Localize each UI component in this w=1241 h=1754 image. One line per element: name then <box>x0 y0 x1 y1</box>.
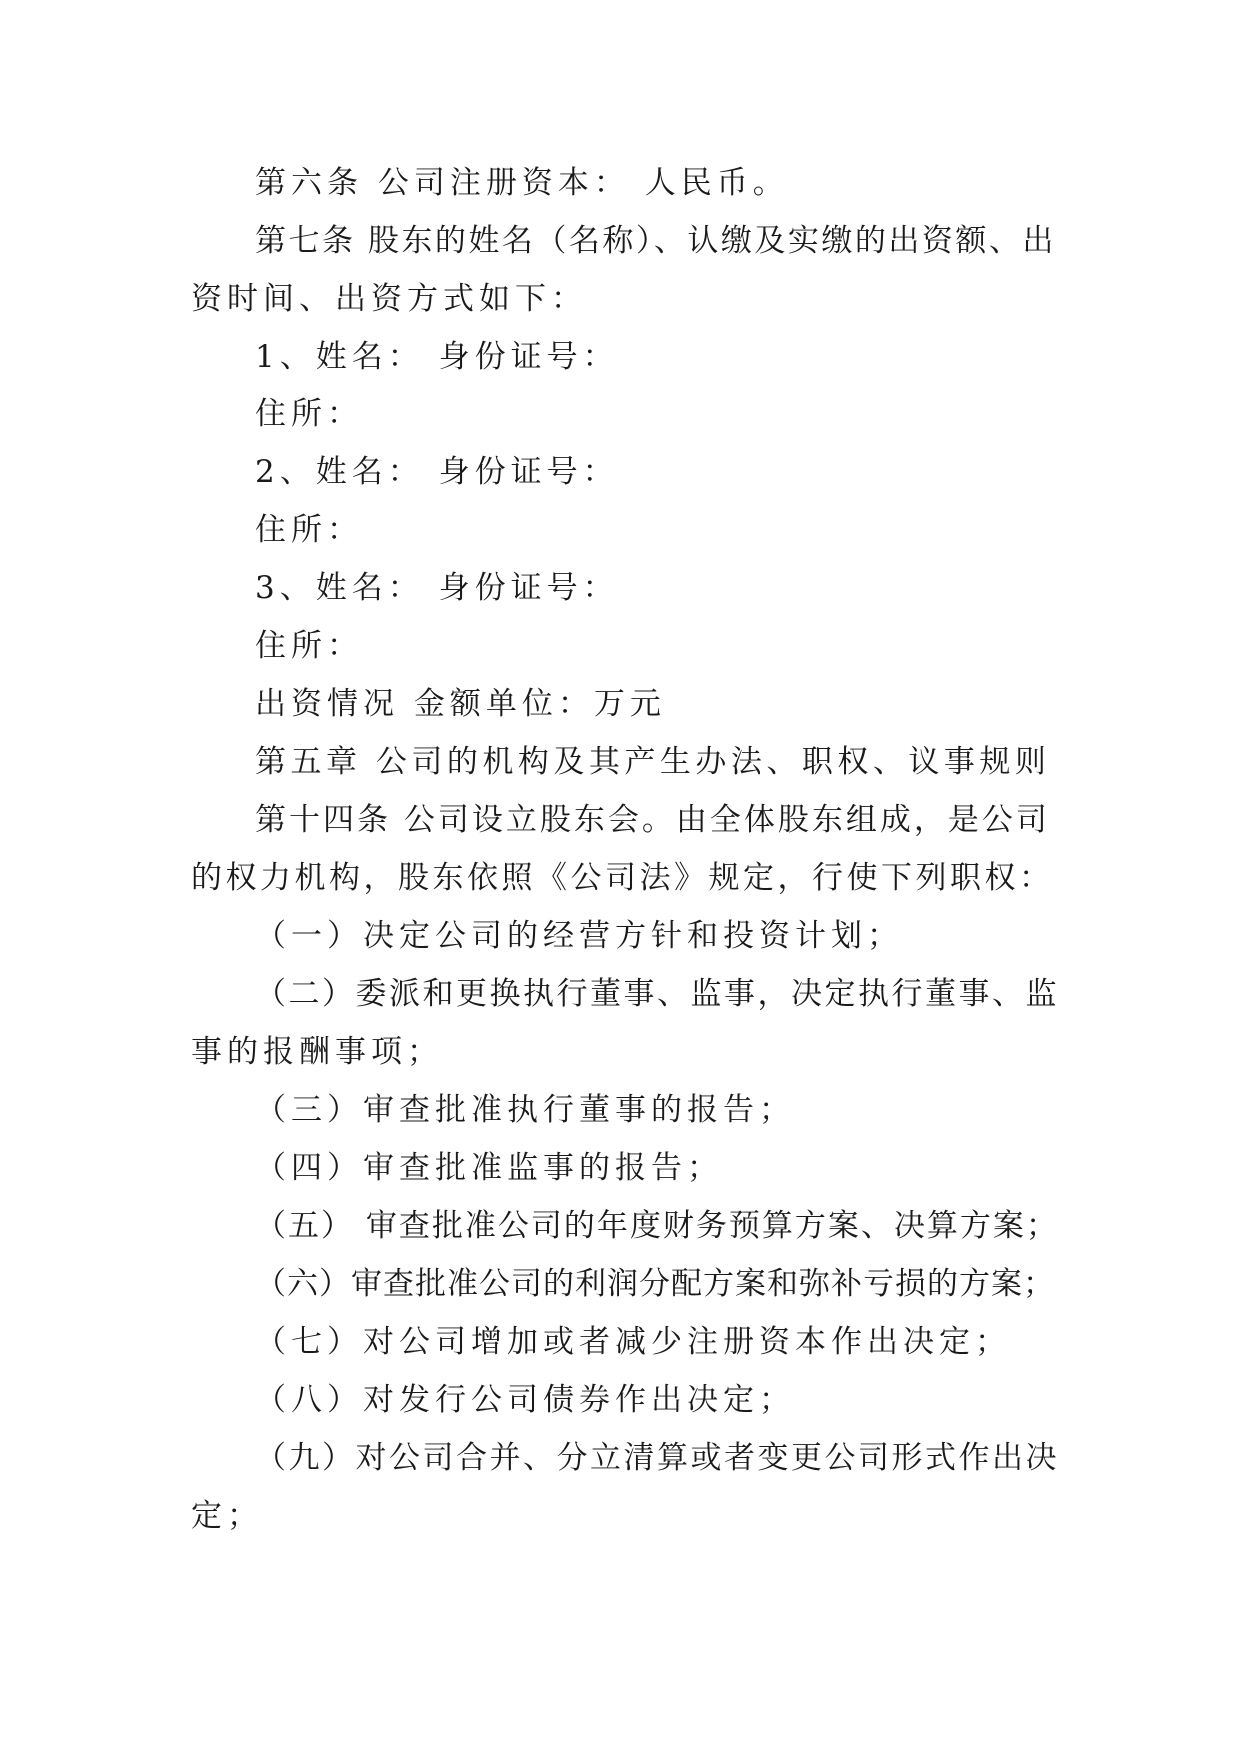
power-item-8: （八）对发行公司债券作出决定； <box>255 1382 795 1418</box>
power-item-2-line-2: 事的报酬事项； <box>191 1034 443 1070</box>
shareholder-2-name-id: 2、姓名： 身份证号： <box>255 454 619 490</box>
shareholder-2-address: 住所： <box>255 512 363 548</box>
article-14-line-2: 的权力机构，股东依照《公司法》规定，行使下列职权： <box>191 860 1054 896</box>
power-item-9-line-1: （九）对公司合并、分立清算或者变更公司形式作出决 <box>255 1440 1059 1476</box>
chapter-5-heading: 第五章 公司的机构及其产生办法、职权、议事规则 <box>255 744 1051 780</box>
power-item-5: （五） 审查批准公司的年度财务预算方案、决算方案； <box>255 1208 1059 1244</box>
power-item-2-line-1: （二）委派和更换执行董事、监事，决定执行董事、监 <box>255 976 1059 1012</box>
power-item-4: （四）审查批准监事的报告； <box>255 1150 723 1186</box>
shareholder-1-address: 住所： <box>255 396 363 432</box>
article-7-line-2: 资时间、出资方式如下： <box>191 281 587 317</box>
power-item-6: （六）审查批准公司的利润分配方案和弥补亏损的方案； <box>255 1266 1055 1302</box>
power-item-3: （三）审查批准执行董事的报告； <box>255 1092 795 1128</box>
shareholder-3-address: 住所： <box>255 628 363 664</box>
shareholder-1-name-id: 1、姓名： 身份证号： <box>255 339 619 375</box>
capital-contribution-unit: 出资情况 金额单位：万元 <box>255 686 666 722</box>
shareholder-3-name-id: 3、姓名： 身份证号： <box>255 570 619 606</box>
power-item-1: （一）决定公司的经营方针和投资计划； <box>255 918 903 954</box>
power-item-9-line-2: 定； <box>191 1498 263 1534</box>
article-7-line-1: 第七条 股东的姓名（名称）、认缴及实缴的出资额、出 <box>255 223 1056 259</box>
article-6-registered-capital: 第六条 公司注册资本： 人民币。 <box>255 165 789 201</box>
power-item-7: （七）对公司增加或者减少注册资本作出决定； <box>255 1324 1011 1360</box>
article-14-line-1: 第十四条 公司设立股东会。由全体股东组成，是公司 <box>255 802 1050 838</box>
